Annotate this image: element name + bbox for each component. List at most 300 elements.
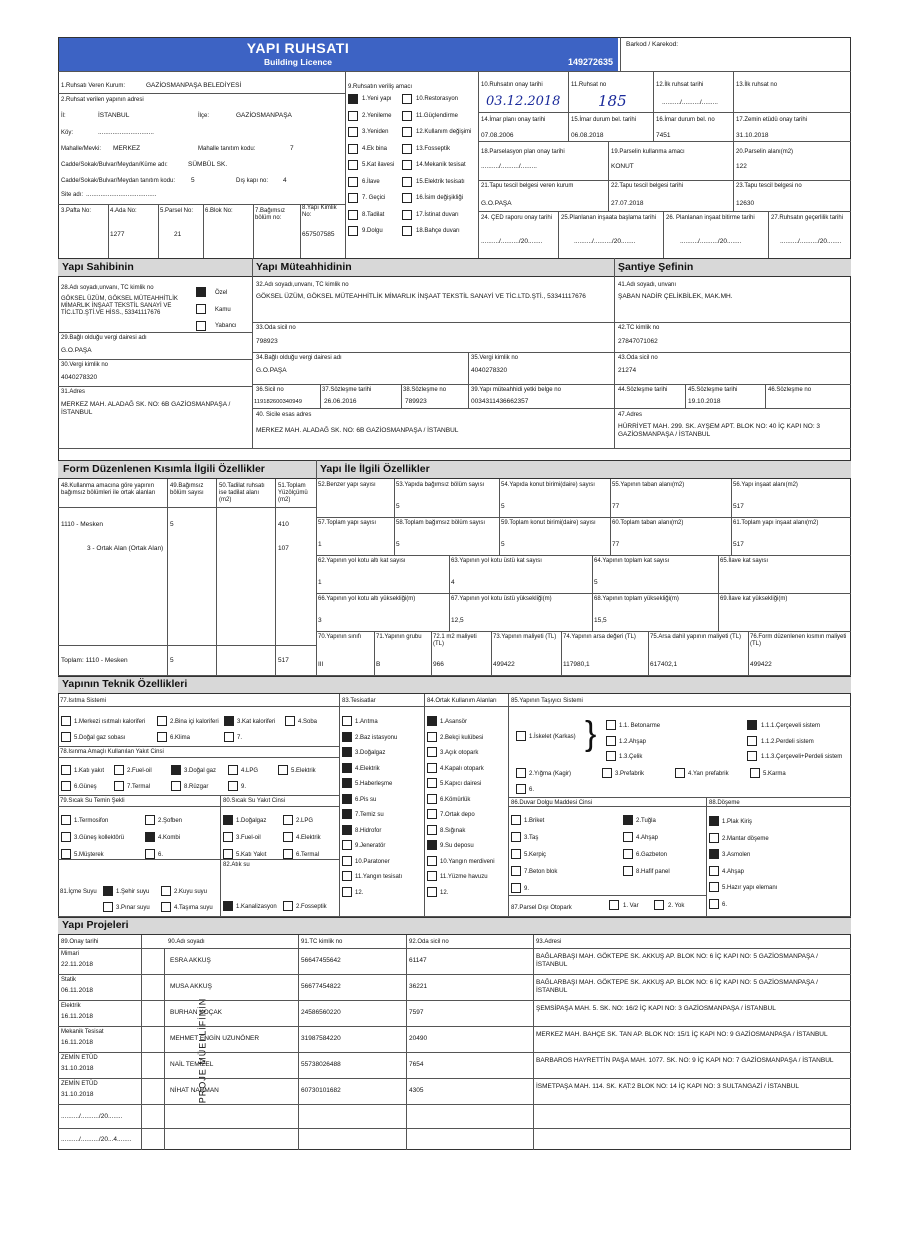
divider: [478, 211, 851, 212]
field-value: MERKEZ MAH. ALADAĞ SK. NO: 6B GAZİOSMANPAŞA / İSTANBUL: [256, 427, 459, 434]
divider: [58, 974, 851, 975]
structure-iskelet[interactable]: [516, 731, 526, 741]
option-label: 8.Hidrofor: [355, 827, 382, 834]
issuing-authority: GAZİOSMANPAŞA BELEDİYESİ: [146, 82, 242, 89]
field-label: Özel: [215, 290, 228, 296]
installation-checkbox[interactable]: [342, 732, 352, 742]
field-label: 35.Vergi kimlik no: [471, 355, 519, 361]
field-label: 44.Sözleşme tarihi: [618, 387, 668, 393]
divider: [568, 112, 569, 141]
common-area-checkbox[interactable]: [427, 763, 437, 773]
option-label: 3.Fuel-oil: [236, 835, 261, 841]
tc-no: 31987584220: [301, 1035, 341, 1042]
duvar-checkbox[interactable]: [511, 866, 521, 876]
divider: [401, 384, 402, 408]
brace: }: [585, 715, 597, 753]
field-value: B: [376, 661, 381, 668]
field-value: ........../........../.........: [662, 99, 718, 106]
divider: [58, 1128, 851, 1129]
purpose-checkbox[interactable]: [402, 111, 412, 121]
divider: [58, 859, 339, 860]
purpose-option: 9.Dolgu: [362, 228, 383, 234]
field-value: 5: [501, 541, 505, 548]
field-value: 1: [318, 579, 322, 586]
field-value: 517: [733, 503, 744, 510]
option-label: 4.Kapalı otopark: [440, 765, 484, 772]
option-label: 9.: [241, 784, 247, 790]
option-label: 3.Açık otopark: [440, 750, 479, 756]
field-value: 122: [736, 163, 747, 170]
field-label: Site adı:: [61, 192, 84, 198]
yakit-checkbox[interactable]: [61, 765, 71, 775]
installation-checkbox[interactable]: [342, 794, 352, 804]
divider: [252, 322, 614, 323]
divider: [614, 352, 851, 353]
divider: [561, 631, 562, 675]
option-label: 5.Elektrik: [291, 768, 316, 774]
field-label: 17.Zemin etüdü onay tarihi: [736, 117, 808, 123]
licence-sheet: [58, 37, 851, 1150]
tas_row-checkbox[interactable]: [516, 768, 526, 778]
field-label: 73.Yapının maliyeti (TL): [493, 634, 557, 640]
yakit-checkbox[interactable]: [61, 781, 71, 791]
field-label: 70.Yapının sınıfı: [318, 634, 362, 640]
tas_row-checkbox[interactable]: [602, 768, 612, 778]
divider: [558, 211, 559, 258]
field-value: 119182600340949: [254, 399, 302, 405]
common-area-checkbox[interactable]: [427, 747, 437, 757]
divider: [424, 694, 425, 916]
purpose-option: 4.Ek bina: [362, 145, 388, 152]
option-label: 9.Jeneratör: [355, 843, 386, 849]
option-label: 1.3.Çelik: [619, 754, 643, 760]
option-label: 1.Briket: [524, 818, 545, 824]
option-label: 2.Baz istasyonu: [355, 734, 398, 741]
duvar-checkbox[interactable]: [623, 832, 633, 842]
field-value: 77: [612, 503, 620, 510]
structure-sub2-checkbox[interactable]: [747, 720, 757, 730]
divider: [300, 204, 301, 258]
field-label: 59.Toplam konut birimi(daire) sayısı: [501, 520, 596, 526]
tas_row-checkbox[interactable]: [750, 768, 760, 778]
table-cell: 517: [278, 657, 289, 664]
option-label: 2.Bina içi kaloriferi: [170, 719, 219, 725]
divider: [508, 895, 706, 896]
field-label: 61.Toplam yapı inşaat alanı(m2): [733, 520, 819, 526]
parking-var[interactable]: [609, 900, 619, 910]
common-area-checkbox[interactable]: [427, 856, 437, 866]
licence-no-handwritten: 185: [598, 92, 627, 110]
purpose-option: 8.Tadilat: [362, 211, 385, 218]
common-area-checkbox[interactable]: [427, 794, 437, 804]
duvar-checkbox[interactable]: [623, 866, 633, 876]
option-label: 1.Termosifon: [74, 818, 109, 824]
installation-checkbox[interactable]: [342, 825, 352, 835]
option-label: 5.Haberleşme: [355, 781, 393, 787]
field-label: 21.Tapu tescil belgesi veren kurum: [481, 183, 574, 189]
divider: [648, 631, 649, 675]
field-label: 33.Oda sicil no: [256, 325, 296, 331]
field-label: Mahalle tanıtım kodu:: [198, 146, 256, 152]
field-label: 47.Adres: [618, 412, 643, 418]
isitma-checkbox[interactable]: [61, 732, 71, 742]
field-label: 41.Adı soyadı, unvanı: [618, 282, 677, 288]
common-area-checkbox[interactable]: [427, 778, 437, 788]
icme-checkbox[interactable]: [103, 902, 113, 912]
divider: [685, 384, 686, 408]
field-label: 81.İçme Suyu: [60, 889, 97, 895]
field-label: 1. Var: [623, 903, 639, 909]
common-area-checkbox[interactable]: [427, 809, 437, 819]
divider: [374, 631, 375, 675]
icme-checkbox[interactable]: [161, 886, 171, 896]
divider: [316, 555, 851, 556]
project-type: ZEMİN ETÜD: [61, 1081, 98, 1087]
field-label: 42.TC kimlik no: [618, 325, 660, 331]
duvar-checkbox[interactable]: [623, 815, 633, 825]
sicakyakit-checkbox[interactable]: [223, 849, 233, 859]
owner-type-yabanci[interactable]: [196, 321, 206, 331]
yakit-checkbox[interactable]: [228, 781, 238, 791]
purpose-checkbox[interactable]: [402, 193, 412, 203]
field-label: 72.1 m2 maliyeti (TL): [433, 634, 477, 647]
installation-checkbox[interactable]: [342, 763, 352, 773]
field-label: 77.Isıtma Sistemi: [60, 698, 107, 704]
structure-sub2-checkbox[interactable]: [747, 751, 757, 761]
table-cell: 5: [170, 657, 174, 664]
floor-checkbox[interactable]: [709, 899, 719, 909]
sicak-checkbox[interactable]: [61, 815, 71, 825]
option-label: 11.Yangın tesisatı: [355, 874, 403, 880]
purpose-option: 15.Elektrik tesisatı: [416, 178, 465, 185]
common-area-checkbox[interactable]: [427, 732, 437, 742]
building-id: 657507585: [302, 231, 335, 238]
sicak-checkbox[interactable]: [61, 832, 71, 842]
divider: [316, 517, 851, 518]
tas_row-checkbox[interactable]: [675, 768, 685, 778]
purpose-checkbox[interactable]: [402, 94, 412, 104]
author-address: MERKEZ MAH. BAHÇE SK. TAN AP. BLOK NO: 15/1 İÇ KAPI NO: 9 GAZİOSMANPAŞA / İSTANBUL: [536, 1031, 828, 1038]
option-label: 12.: [440, 889, 449, 896]
author-name: BURHAN KOÇAK: [170, 1009, 223, 1016]
option-label: 1.Kanalizasyon: [236, 904, 277, 910]
field-value: 12630: [736, 200, 755, 207]
field-label: 40. Sicile esas adres: [256, 412, 312, 418]
column-header: 49.Bağımsız bölüm sayısı: [170, 483, 204, 496]
purpose-checkbox[interactable]: [402, 226, 412, 236]
purpose-checkbox[interactable]: [348, 210, 358, 220]
icme-checkbox[interactable]: [103, 886, 113, 896]
common-area-checkbox[interactable]: [427, 716, 437, 726]
field-label: 65.İlave kat sayısı: [720, 558, 769, 564]
duvar-checkbox[interactable]: [511, 815, 521, 825]
purpose-option: 1.Yeni yapı: [362, 96, 392, 102]
field-value: 5: [396, 541, 400, 548]
divider: [765, 384, 766, 408]
field-value: ........../........../20........: [780, 238, 842, 245]
sicakyakit-checkbox[interactable]: [223, 815, 233, 825]
ada-no: 1277: [110, 231, 125, 238]
isitma-checkbox[interactable]: [157, 732, 167, 742]
option-label: 5.Kerpiç: [524, 852, 547, 858]
isitma-checkbox[interactable]: [285, 716, 295, 726]
floor-checkbox[interactable]: [709, 882, 719, 892]
field-label: 20.Parselin alanı(m2): [736, 149, 794, 155]
option-label: 8.Sığınak: [440, 827, 466, 834]
yakit-checkbox[interactable]: [114, 781, 124, 791]
option-label: 5.Hazır yapı elemanı: [722, 885, 778, 891]
purpose-checkbox[interactable]: [348, 177, 358, 187]
option-label: 4.LPG: [241, 768, 259, 774]
option-label: 2.Mantar döşeme: [722, 835, 769, 842]
field-label: 19.Parselin kullanma amacı: [611, 149, 685, 155]
option-label: 3.Prefabrik: [615, 771, 645, 777]
divider: [718, 593, 719, 631]
field-value: G.O.PAŞA: [61, 347, 92, 354]
field-value: 966: [433, 661, 444, 668]
field-value: G.O.PAŞA: [481, 200, 512, 207]
author-address: BARBAROS HAYRETTİN PAŞA MAH. 1077. SK. NO: 9 İÇ KAPI NO: 7 GAZİOSMANPAŞA / İSTANBUL: [536, 1057, 834, 1064]
field-label: 29.Bağlı olduğu vergi dairesi adı: [61, 335, 147, 341]
divider: [58, 359, 252, 360]
field-value: 1: [318, 541, 322, 548]
field-label: Cadde/Sokak/Bulvar/Meydan tanıtım kodu:: [61, 178, 176, 184]
field-label: 32.Adı soyadı,unvanı, TC kimlik no: [256, 282, 349, 288]
divider: [252, 408, 614, 409]
purpose-checkbox[interactable]: [348, 111, 358, 121]
divider: [58, 746, 339, 747]
table-cell: Toplam: 1110 - Mesken: [61, 657, 128, 664]
field-value: 0034311436662357: [471, 398, 529, 405]
author-address: İSMETPAŞA MAH. 114. SK. KAT:2 BLOK NO: 14 İÇ KAPI NO: 3 SULTANGAZİ / İSTANBUL: [536, 1083, 799, 1090]
installation-checkbox[interactable]: [342, 716, 352, 726]
yakit-checkbox[interactable]: [114, 765, 124, 775]
field-label: 24. ÇED raporu onay tarihi: [481, 215, 553, 221]
sicak-checkbox[interactable]: [145, 815, 155, 825]
divider: [614, 322, 851, 323]
yakit-checkbox[interactable]: [278, 765, 288, 775]
installation-checkbox[interactable]: [342, 840, 352, 850]
column-header: 48.Kullanma amacına göre yapının bağımsız bölümleri ile ortak alanları: [61, 483, 156, 496]
field-label: 2. Yok: [668, 903, 685, 909]
field-label: 43.Oda sicil no: [618, 355, 658, 361]
field-label: 92.Oda sicil no: [409, 939, 449, 945]
divider: [468, 352, 469, 384]
duvar-checkbox[interactable]: [511, 849, 521, 859]
divider: [706, 797, 707, 916]
option-label: 1.1.1.Çerçeveli sistem: [761, 723, 821, 729]
option-label: 2.Şofben: [158, 818, 183, 824]
parking-yok[interactable]: [654, 900, 664, 910]
divider: [592, 593, 593, 631]
common-area-checkbox[interactable]: [427, 825, 437, 835]
option-label: 6.Kömürlük: [440, 796, 471, 803]
purpose-checkbox[interactable]: [402, 160, 412, 170]
icme-checkbox[interactable]: [161, 902, 171, 912]
field-label: Dış kapı no:: [236, 178, 269, 184]
neighbourhood: MERKEZ: [113, 145, 141, 152]
isitma-checkbox[interactable]: [224, 716, 234, 726]
field-label: 58.Toplam bağımsız bölüm sayısı: [396, 520, 486, 526]
option-label: 6.Pis su: [355, 796, 377, 803]
field-label: 18.Parselasyon plan onay tarihi: [481, 149, 565, 155]
purpose-checkbox[interactable]: [402, 177, 412, 187]
structure-sub-checkbox[interactable]: [606, 751, 616, 761]
sicak-checkbox[interactable]: [61, 849, 71, 859]
divider: [58, 1052, 851, 1053]
installation-checkbox[interactable]: [342, 856, 352, 866]
yakit-checkbox[interactable]: [171, 781, 181, 791]
chamber-no: 7654: [409, 1061, 424, 1068]
purpose-option: 7. Geçici: [362, 195, 386, 201]
divider: [316, 460, 317, 675]
isitma-checkbox[interactable]: [224, 732, 234, 742]
option-label: 5.Karma: [763, 771, 786, 777]
purpose-checkbox[interactable]: [402, 144, 412, 154]
owner-type-kamu[interactable]: [196, 304, 206, 314]
option-label: 3.Doğalgaz: [355, 750, 386, 756]
field-label: 67.Yapının yol kotu üstü yüksekliği(m): [451, 596, 552, 602]
purpose-checkbox[interactable]: [402, 127, 412, 137]
approval-date: 31.10.2018: [61, 1091, 94, 1098]
atik-checkbox[interactable]: [283, 901, 293, 911]
section-title: Yapı Müteahhidinin: [256, 261, 352, 273]
isitma-checkbox[interactable]: [157, 716, 167, 726]
option-label: 1.Merkezi ısıtmalı kaloriferi: [74, 719, 146, 725]
sicakyakit-checkbox[interactable]: [283, 849, 293, 859]
divider: [533, 935, 534, 1150]
field-value: 21274: [618, 367, 637, 374]
duvar-checkbox[interactable]: [511, 832, 521, 842]
structure-sub-checkbox[interactable]: [606, 720, 616, 730]
structure-sub-checkbox[interactable]: [606, 736, 616, 746]
owner-address: MERKEZ MAH. ALADAĞ SK. NO: 6B GAZİOSMANPAŞA / İSTANBUL: [61, 401, 231, 416]
divider: [298, 935, 299, 1150]
installation-checkbox[interactable]: [342, 887, 352, 897]
owner-type-ozel[interactable]: [196, 287, 206, 297]
purpose-option: 14.Mekanik tesisat: [416, 162, 466, 168]
field-label: 8.Yapı Kimlik No:: [302, 205, 337, 218]
purpose-option: 13.Fosseptik: [416, 145, 451, 152]
option-label: 1.Plak Kiriş: [722, 819, 753, 825]
field-label: 38.Sözleşme no: [403, 387, 447, 393]
purpose-checkbox[interactable]: [402, 210, 412, 220]
author-name: ESRA AKKUŞ: [170, 957, 211, 964]
floor-checkbox[interactable]: [709, 849, 719, 859]
field-value: 617402,1: [650, 661, 678, 668]
section-title: Yapı Sahibinin: [62, 261, 134, 273]
field-label: İlçe:: [198, 113, 210, 119]
divider: [58, 1104, 851, 1105]
parsel-no: 21: [174, 231, 182, 238]
sicakyakit-checkbox[interactable]: [283, 832, 293, 842]
field-label: Cadde/Sokak/Bulvar/Meydan/Küme adı:: [61, 162, 168, 168]
yakit-checkbox[interactable]: [228, 765, 238, 775]
author-address: BAĞLARBAŞI MAH. GÖKTEPE SK. AKKUŞ AP. BLOK NO: 6 İÇ KAPI NO: 5 GAZİOSMANPAŞA / İSTANBUL: [536, 953, 818, 968]
field-label: 88.Döşeme: [709, 800, 740, 806]
field-label: 4.Ada No:: [110, 208, 137, 214]
chamber-no: 36221: [409, 983, 428, 990]
divider: [748, 631, 749, 675]
option-label: 2.Yığma (Kagir): [529, 771, 572, 777]
sicakyakit-checkbox[interactable]: [283, 815, 293, 825]
field-label: 2.Ruhsat verilen yapının adresi: [61, 97, 144, 103]
tc-no: 56647455642: [301, 957, 341, 964]
sicak-checkbox[interactable]: [145, 832, 155, 842]
tas_row-checkbox[interactable]: [516, 784, 526, 794]
sicakyakit-checkbox[interactable]: [223, 832, 233, 842]
option-label: 8.Hafif panel: [636, 869, 670, 875]
approval-date: 16.11.2018: [61, 1039, 94, 1046]
tc-no: 24586560220: [301, 1009, 341, 1016]
common-area-checkbox[interactable]: [427, 871, 437, 881]
divider: [58, 706, 339, 707]
duvar-checkbox[interactable]: [623, 849, 633, 859]
divider: [478, 180, 851, 181]
field-value: 27.07.2018: [611, 200, 644, 207]
vertical-label: PROJE MÜELLİFİNİN: [197, 997, 208, 1104]
structure-sub2-checkbox[interactable]: [747, 736, 757, 746]
author-name: NİHAT NARMAN: [170, 1087, 219, 1094]
purpose-checkbox[interactable]: [348, 127, 358, 137]
floor-checkbox[interactable]: [709, 833, 719, 843]
purpose-checkbox[interactable]: [348, 94, 358, 104]
divider: [394, 479, 395, 517]
field-label: 1.İskelet (Karkas): [529, 734, 576, 740]
field-label: Mahalle/Mevki:: [61, 146, 102, 152]
province: İSTANBUL: [98, 112, 130, 119]
floor-checkbox[interactable]: [709, 866, 719, 876]
yakit-checkbox[interactable]: [171, 765, 181, 775]
option-label: 1.Asansör: [440, 719, 468, 725]
common-area-checkbox[interactable]: [427, 840, 437, 850]
purpose-checkbox[interactable]: [348, 144, 358, 154]
divider: [768, 211, 769, 258]
field-label: 11.Ruhsat no: [571, 82, 607, 88]
purpose-checkbox[interactable]: [348, 193, 358, 203]
option-label: 12.: [355, 889, 364, 896]
option-label: 4.Kombi: [158, 835, 181, 841]
field-label: 55.Yapının taban alanı(m2): [612, 482, 685, 488]
field-label: 75.Arsa dahil yapının maliyeti (TL): [650, 634, 742, 640]
table-cell: 410: [278, 521, 289, 528]
floor-checkbox[interactable]: [709, 816, 719, 826]
field-value: ...............................: [98, 129, 154, 136]
field-label: 45.Sözleşme tarihi: [688, 387, 738, 393]
installation-checkbox[interactable]: [342, 778, 352, 788]
common-area-checkbox[interactable]: [427, 887, 437, 897]
field-value: 15,5: [594, 617, 607, 624]
project-type: Statik: [61, 977, 77, 983]
purpose-option: 6.İlave: [362, 178, 380, 185]
installation-checkbox[interactable]: [342, 809, 352, 819]
divider: [508, 806, 851, 807]
purpose-checkbox[interactable]: [348, 160, 358, 170]
field-label: Köy:: [61, 130, 74, 136]
divider: [478, 141, 851, 142]
purpose-checkbox[interactable]: [348, 226, 358, 236]
isitma-checkbox[interactable]: [61, 716, 71, 726]
atik-checkbox[interactable]: [223, 901, 233, 911]
sicak-checkbox[interactable]: [145, 849, 155, 859]
duvar-checkbox[interactable]: [511, 883, 521, 893]
table-cell: 1110 - Mesken: [61, 521, 104, 528]
installation-checkbox[interactable]: [342, 871, 352, 881]
option-label: 7.Temiz su: [355, 812, 384, 818]
divider: [58, 795, 339, 796]
installation-checkbox[interactable]: [342, 747, 352, 757]
field-label: 10.Ruhsatın onay tarihi: [481, 82, 543, 88]
